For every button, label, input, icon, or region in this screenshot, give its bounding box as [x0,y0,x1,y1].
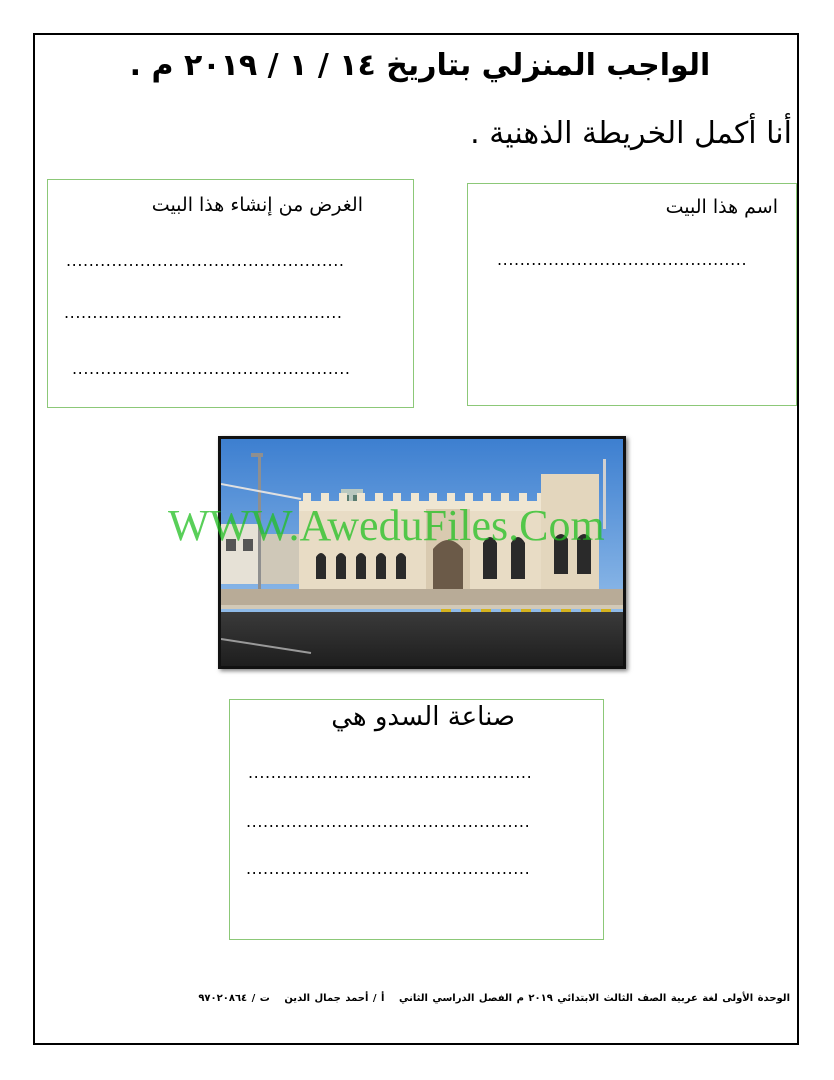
house-name-answer-line[interactable]: ............................................ [497,251,748,269]
footer-unit-info: الوحدة الأولى لغة عربية الصف الثالث الابتدائي ٢٠١٩ م الفصل الدراسي الثاني [398,993,790,1004]
sadu-label: صناعة السدو هي [331,702,515,732]
watermark-text: WWW.AweduFiles.Com [168,501,605,550]
house-name-box [467,183,797,406]
instruction-text: أنا أكمل الخريطة الذهنية . [470,116,792,151]
sadu-box [229,699,604,940]
house-purpose-answer-line-2[interactable]: ................................................. [64,304,343,322]
house-purpose-answer-line-3[interactable]: ................................................. [72,360,351,378]
heritage-house-photo [218,436,626,669]
house-purpose-answer-line-1[interactable]: ................................................. [66,252,345,270]
sadu-answer-line-2[interactable]: .................................................. [246,813,531,831]
house-name-label: اسم هذا البيت [665,196,778,218]
house-purpose-box [47,179,414,408]
house-purpose-label: الغرض من إنشاء هذا البيت [151,194,363,216]
page-footer [188,993,790,1004]
footer-teacher: أ / أحمد جمال الدين [284,993,385,1004]
footer-phone: ت / ٩٧٠٢٠٨٦٤ [198,993,270,1004]
sadu-answer-line-1[interactable]: .................................................. [248,764,533,782]
sadu-answer-line-3[interactable]: .................................................. [246,860,531,878]
page-title: الواجب المنزلي بتاريخ ١٤ / ١ / ٢٠١٩ م . [129,48,711,83]
